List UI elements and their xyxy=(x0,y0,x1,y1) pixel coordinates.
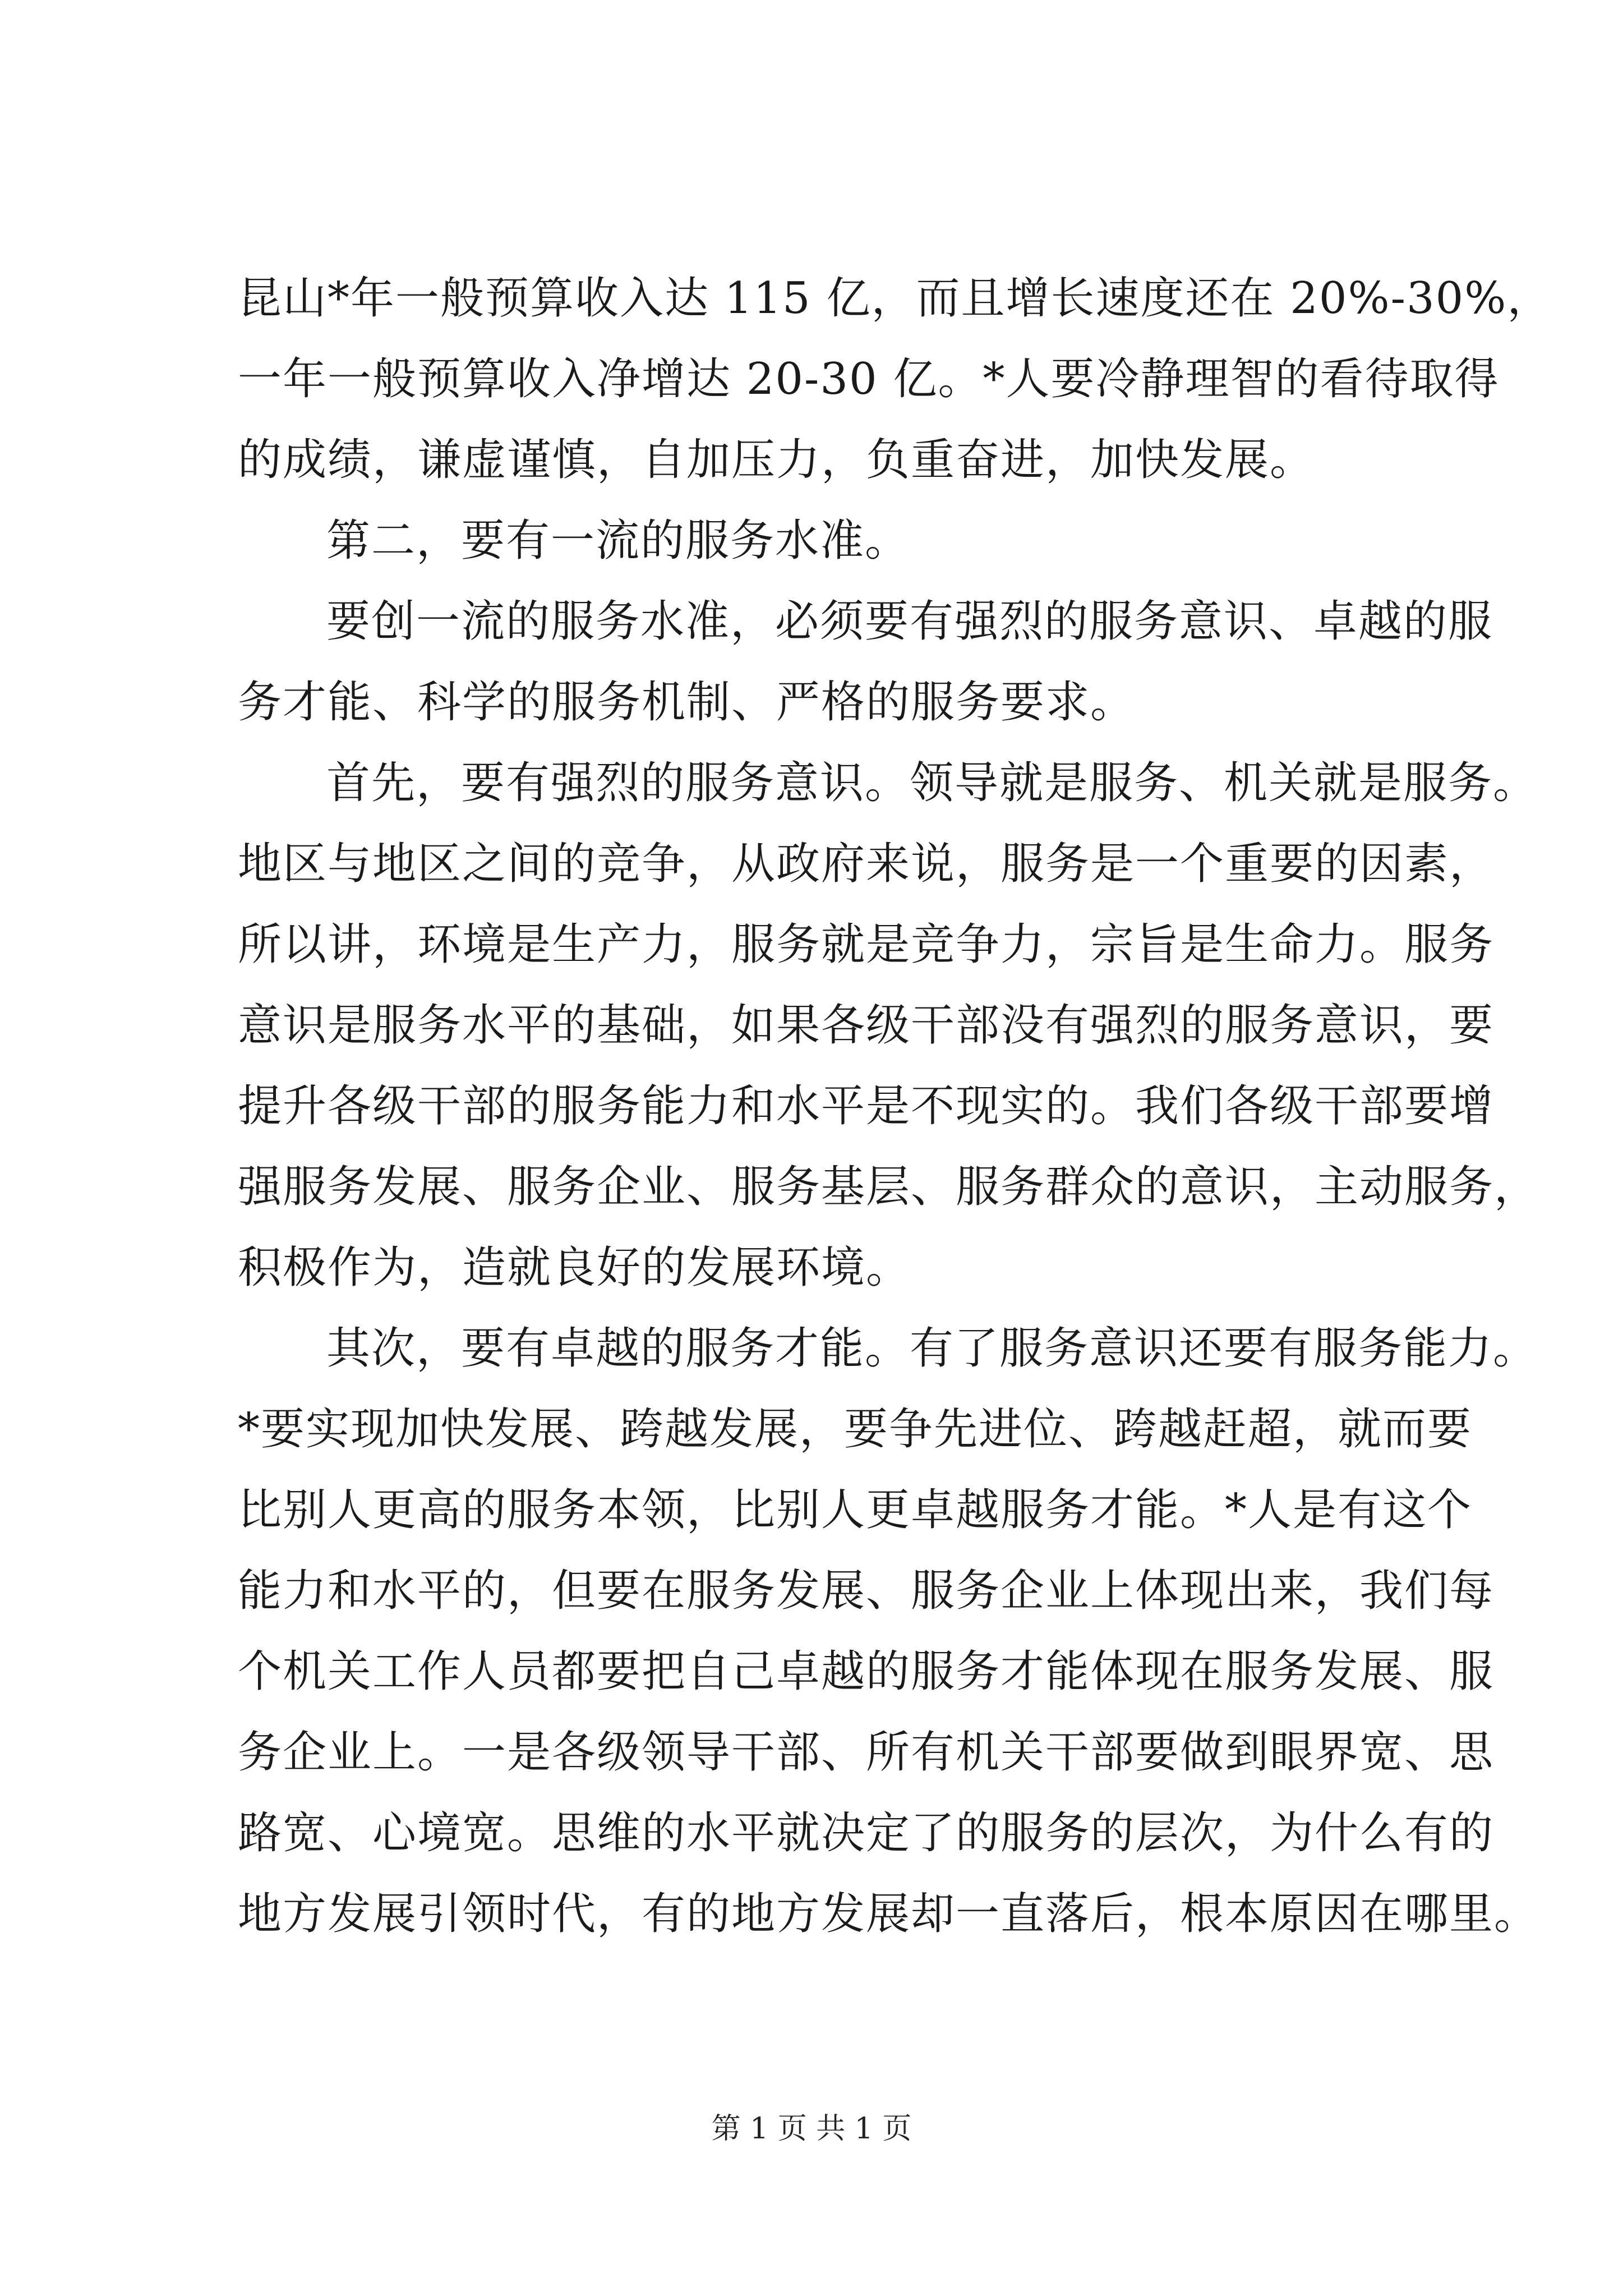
text-line: 一年一般预算收入净增达 20-30 亿。*人要冷静理智的看待取得 xyxy=(238,354,1500,404)
document-body xyxy=(238,258,1552,1954)
text-line: 路宽、心境宽。思维的水平就决定了的服务的层次，为什么有的 xyxy=(238,1808,1495,1858)
text-line: 地方发展引领时代，有的地方发展却一直落后，根本原因在哪里。 xyxy=(238,1889,1539,1939)
paragraph-start-line: 其次，要有卓越的服务才能。有了服务意识还要有服务能力。 xyxy=(326,1323,1538,1374)
paragraph-start-line: 首先，要有强烈的服务意识。领导就是服务、机关就是服务。 xyxy=(326,758,1538,808)
text-line: 个机关工作人员都要把自己卓越的服务才能体现在服务发展、服 xyxy=(238,1646,1495,1697)
text-line: 提升各级干部的服务能力和水平是不现实的。我们各级干部要增 xyxy=(238,1081,1495,1131)
text-line: *要实现加快发展、跨越发展，要争先进位、跨越赶超，就而要 xyxy=(238,1404,1473,1455)
page-footer: 第 1 页 共 1 页 xyxy=(711,2112,912,2146)
text-line: 所以讲，环境是生产力，服务就是竞争力，宗旨是生命力。服务 xyxy=(238,919,1495,970)
text-line: 比别人更高的服务本领，比别人更卓越服务才能。*人是有这个 xyxy=(238,1485,1473,1535)
text-line: 务才能、科学的服务机制、严格的服务要求。 xyxy=(238,677,1136,728)
text-line: 意识是服务水平的基础，如果各级干部没有强烈的服务意识，要 xyxy=(238,1000,1495,1051)
text-line: 积极作为，造就良好的发展环境。 xyxy=(238,1243,911,1293)
text-line: 的成绩，谦虚谨慎，自加压力，负重奋进，加快发展。 xyxy=(238,435,1315,485)
section-heading: 第二，要有一流的服务水准。 xyxy=(326,516,910,566)
text-line: 昆山*年一般预算收入达 115 亿，而且增长速度还在 20%-30%， xyxy=(238,273,1552,324)
text-line: 地区与地区之间的竞争，从政府来说，服务是一个重要的因素， xyxy=(238,839,1495,889)
paragraph-start-line: 要创一流的服务水准，必须要有强烈的服务意识、卓越的服 xyxy=(326,596,1493,647)
text-line: 能力和水平的，但要在服务发展、服务企业上体现出来，我们每 xyxy=(238,1566,1495,1616)
text-line: 强服务发展、服务企业、服务基层、服务群众的意识，主动服务， xyxy=(238,1162,1539,1212)
text-line: 务企业上。一是各级领导干部、所有机关干部要做到眼界宽、思 xyxy=(238,1727,1495,1778)
